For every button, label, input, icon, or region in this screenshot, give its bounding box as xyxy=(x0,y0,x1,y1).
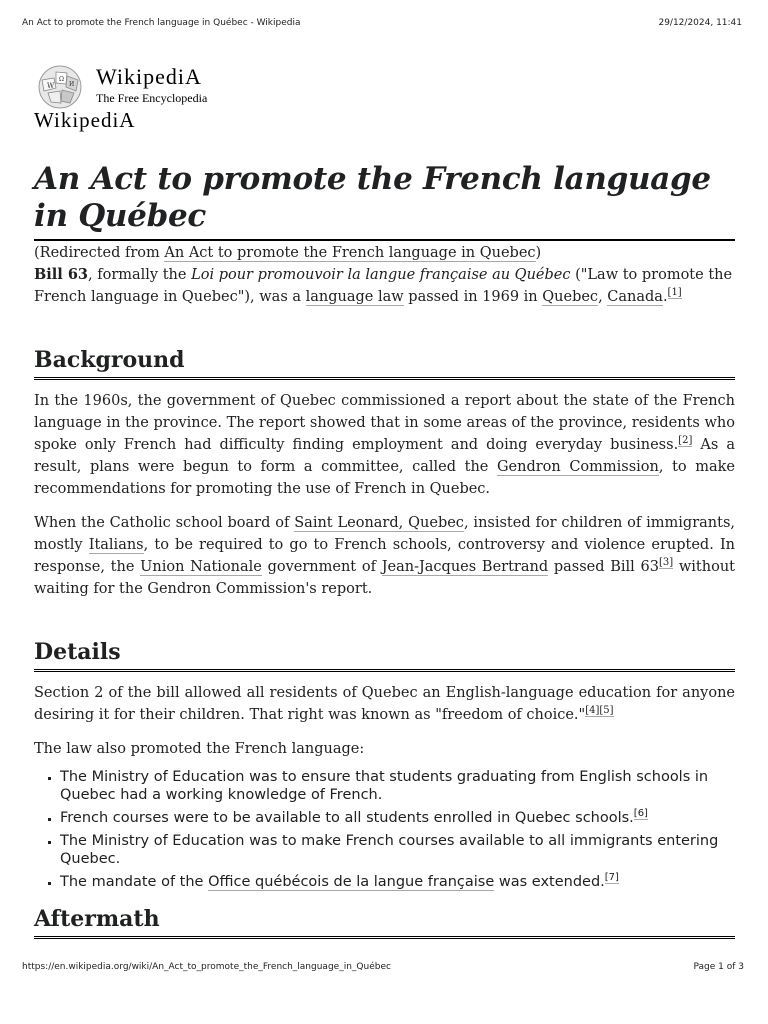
details-paragraph-1: Section 2 of the bill allowed all residents of Quebec an English-language education for anyone desiring it for their children. That right was known as "freedom of choice."[4][5] xyxy=(34,685,735,723)
print-header xyxy=(22,18,742,28)
page-title: An Act to promote the French language in Québec xyxy=(34,161,735,241)
redirect-link[interactable]: An Act to promote the French language in Quebec xyxy=(164,245,536,261)
svg-text:Ω: Ω xyxy=(59,76,64,83)
print-footer-page: Page 1 of 3 xyxy=(693,962,744,972)
heading-aftermath: Aftermath xyxy=(34,905,735,939)
reference-1[interactable]: [1] xyxy=(667,287,682,298)
list-item: ▪ The Ministry of Education was to ensure that students graduating from English schools in Quebec had a working knowledge of French. xyxy=(60,768,735,804)
wikipedia-wordmark-small: WikipediA xyxy=(34,108,136,132)
lead-paragraph: Bill 63, formally the Loi pour promouvoir la langue française au Québec ("Law to promote the French language in Quebec"), was a language law passed in 1969 in Quebec, Canada.[1] xyxy=(34,266,733,305)
reference-7[interactable]: [7] xyxy=(604,872,619,883)
lead-french-title: Loi pour promouvoir la langue française au Québec xyxy=(191,267,571,283)
list-item: ▪ The mandate of the Office québécois de la langue française was extended.[7] xyxy=(60,873,735,891)
link-italians[interactable]: Italians xyxy=(88,537,144,553)
wikipedia-tagline: The Free Encyclopedia xyxy=(96,91,208,105)
heading-background: Background xyxy=(34,346,735,380)
lead-bold-term: Bill 63 xyxy=(34,266,89,283)
reference-4[interactable]: [4] xyxy=(585,705,600,716)
print-header-title: An Act to promote the French language in Québec - Wikipedia xyxy=(22,18,301,28)
svg-text:И: И xyxy=(69,81,75,88)
details-list xyxy=(34,768,735,891)
reference-6[interactable]: [6] xyxy=(633,808,648,819)
article-content xyxy=(34,60,735,939)
link-gendron-commission[interactable]: Gendron Commission xyxy=(496,459,659,475)
details-paragraph-2: The law also promoted the French language: xyxy=(34,741,365,757)
section-details xyxy=(34,638,735,891)
reference-5[interactable]: [5] xyxy=(599,705,614,716)
background-paragraph-1: In the 1960s, the government of Quebec commissioned a report about the state of the French language in the province. The report showed that in some areas of the province, residents who spoke only French had difficulty finding employment and doing everyday business.[2] As a result, plans were begun to form a committee, called the Gendron Commission, to make recommendations for promoting the use of French in Quebec. xyxy=(34,393,735,497)
heading-details: Details xyxy=(34,638,735,672)
section-background xyxy=(34,346,735,600)
link-language-law[interactable]: language law xyxy=(305,289,404,305)
link-office-quebecois[interactable]: Office québécois de la langue française xyxy=(208,874,495,890)
link-jean-jacques-bertrand[interactable]: Jean-Jacques Bertrand xyxy=(381,559,549,575)
wikipedia-wordmark: WikipediA xyxy=(96,64,202,89)
section-aftermath xyxy=(34,905,735,939)
print-footer-url: https://en.wikipedia.org/wiki/An_Act_to_promote_the_French_language_in_Québec xyxy=(22,962,391,972)
list-item: ▪ French courses were to be available to all students enrolled in Quebec schools.[6] xyxy=(60,809,735,827)
link-union-nationale[interactable]: Union Nationale xyxy=(140,559,262,575)
background-paragraph-2: When the Catholic school board of Saint Leonard, Quebec, insisted for children of immigrants, mostly Italians, to be required to go to French schools, controversy and violence erupted. In response, the Union Nationale government of Jean-Jacques Bertrand passed Bill 63[3] without waiting for the Gendron Commission's report. xyxy=(34,515,736,597)
print-footer xyxy=(22,962,744,972)
wikipedia-brand[interactable] xyxy=(34,60,735,110)
list-item: ▪ The Ministry of Education was to make French courses available to all immigrants entering Quebec. xyxy=(60,832,735,868)
link-quebec[interactable]: Quebec xyxy=(542,289,599,305)
reference-2[interactable]: [2] xyxy=(678,435,693,446)
reference-3[interactable]: [3] xyxy=(658,557,674,568)
redirect-note: (Redirected from An Act to promote the French language in Quebec) xyxy=(34,245,542,261)
link-canada[interactable]: Canada xyxy=(607,289,663,305)
wikipedia-globe-icon xyxy=(34,64,86,110)
svg-text:W: W xyxy=(47,82,55,90)
print-header-datetime: 29/12/2024, 11:41 xyxy=(658,18,742,28)
link-saint-leonard[interactable]: Saint Leonard, Quebec xyxy=(294,515,464,531)
